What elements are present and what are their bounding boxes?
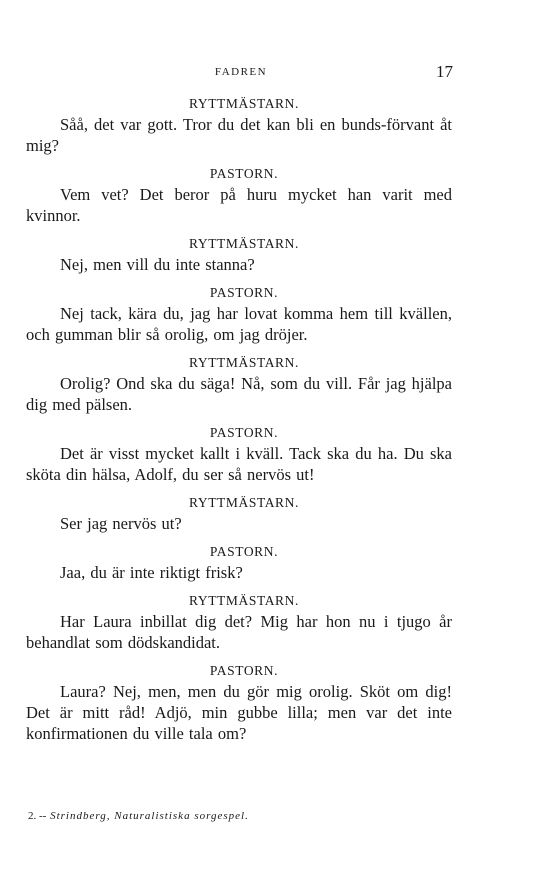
speech-line: Det är visst mycket kallt i kväll. Tack ska du ha. Du ska sköta din hälsa, Adolf, du ser så nervös ut! xyxy=(26,444,452,484)
speech-line: Jaa, du är inte riktigt frisk? xyxy=(60,563,243,582)
speech-line: Ser jag nervös ut? xyxy=(60,514,182,533)
dialogue-text xyxy=(26,94,452,752)
speaker-name: PASTORN. xyxy=(209,544,279,559)
speaker-name: PASTORN. xyxy=(209,663,279,678)
speaker-name: RYTTMÄSTARN. xyxy=(188,236,299,251)
speech-line: Har Laura inbillat dig det? Mig har hon nu i tjugo år behandlat som dödskandidat. xyxy=(26,612,452,652)
running-header-title: FADREN xyxy=(214,66,268,78)
speech-line: Nej, men vill du inte stanna? xyxy=(60,255,255,274)
speech-line: Vem vet? Det beror på huru mycket han varit med kvinnor. xyxy=(26,185,452,225)
speaker-name: PASTORN. xyxy=(209,285,279,300)
page-number: 17 xyxy=(436,62,453,81)
speaker-name: RYTTMÄSTARN. xyxy=(188,593,299,608)
speech-line: Nej tack, kära du, jag har lovat komma hem till kvällen, och gumman blir så orolig, om jag dröjer. xyxy=(26,304,452,344)
speaker-name: RYTTMÄSTARN. xyxy=(188,495,299,510)
signature-footer xyxy=(28,810,249,822)
signature-number: 2. -- xyxy=(28,810,47,822)
speech-line: Orolig? Ond ska du säga! Nå, som du vill. Får jag hjälpa dig med pälsen. xyxy=(26,374,452,414)
speaker-name: PASTORN. xyxy=(209,166,279,181)
speech-line: Laura? Nej, men, men du gör mig orolig. Sköt om dig! Det är mitt råd! Adjö, min gubbe lilla; men var det inte konfirmationen du ville tala om? xyxy=(26,682,452,743)
speaker-name: PASTORN. xyxy=(209,425,279,440)
speech-line: Såå, det var gott. Tror du det kan bli en bunds-förvant åt mig? xyxy=(26,115,452,155)
signature-text: Strindberg, Naturalistiska sorgespel. xyxy=(50,810,249,822)
speaker-name: RYTTMÄSTARN. xyxy=(188,96,299,111)
speaker-name: RYTTMÄSTARN. xyxy=(188,355,299,370)
